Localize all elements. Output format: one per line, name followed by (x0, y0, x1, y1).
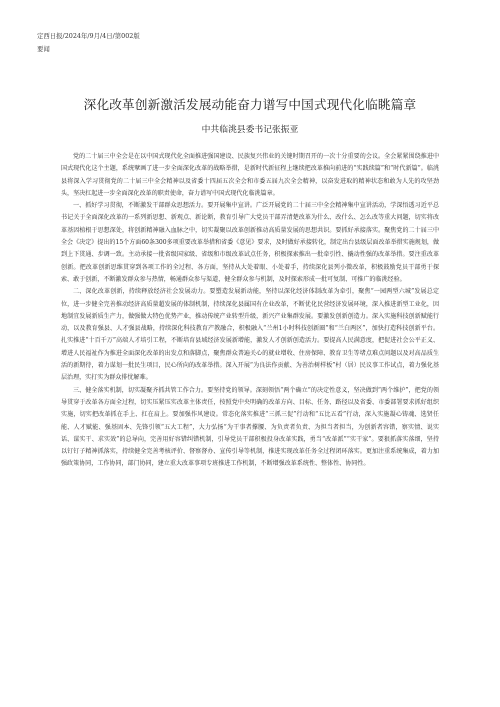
section-label: 要闻 (37, 44, 50, 53)
paragraph-section-3: 三、健全落实机制，切实凝聚齐抓共管工作合力。要坚持党的领导。深刻领悟“两个确立”的决定性意义，坚决做到“两个维护”，把党的领导贯穿于改革各方面全过程，切实压紧压实改革主体责任，按照党中央明确的改革方向、目标、任务、路径以及省委、市委部署要求抓好组织实施，切实把改革抓在手上、扛在肩上。要加强作风建设。常态化落实推进“三抓三促”行动和“五比五看”行动，深入实施凝心铸魂、选贤任能、人才赋能、强基固本、先锋引领“五大工程”，大力弘扬“为干事者撑腰、为负责者负责、为担当者担当，为创新者容错，察实情、说实话、谋实干、求实效”的总导向，完善用好容错纠错机制，引导党员干部积极投身改革实践，勇当“改革派”“实干家”。要狠抓落实落细，坚持以钉钉子精神抓落实，持续健全完善考核评价、督察督办、宣传引导等机制，推进实现改革任务全过程闭环落实。更加注重系统集成，着力加强政策协同，工作协同，部门协同，建立重大改革事项专班推进工作机制，不断增强改革系统性、整体性、协同性。 (61, 386, 439, 468)
page-meta (37, 30, 140, 55)
paragraph-section-2: 二、深化改革创新，持续释放经济社会发展动力。要塑造发展新动能，坚持以深化经济体制改革为牵引，聚焦“一园两型六城”发展总定位，进一步健全完善推动经济高质量超发展的体制机制，持续深化县属国有企业改革，不断优化民营经济发展环境，深入推进新型工业化，因地制宜发展新质生产力，做强做大特色优势产业，推动传统产业转型升级，新兴产业集群发展。要激发创新创造力。深入实施科技创新赋能行动，以及教育强县、人才强县战略，持续深化科技教育产教融合，积极融入“兰州1小时科技创新圈”和“兰白两区”，加快打造科技创新平台。扎实推进“十百千万”高端人才培引工程，不断培育县域经济发展新增能，激发人才创新创造活力。要提高人民满意度，把促进社会公平正义、增进人民福祉作为推进全面深化改革的出发点和落脚点，聚焦群众普遍关心的就业增收、住房保障、教育卫生等堵点难点问题以及对高品质生活的新期待，着力谋划一批民生项目，民心所向的改革举措。深入开展“为良法作贡献、为善治树样板”村（居）民议事工作试点，着力强化基层治理，实打实为群众排忧解难。 (61, 288, 439, 382)
article-title: 深化改革创新激活发展动能奋力谱写中国式现代化临眺篇章 (83, 97, 417, 112)
date-line: 定西日报/2024年/9月/4日/第002版 (37, 32, 140, 40)
article-body (61, 151, 439, 471)
paragraph-section-1: 一、抓好学习贯彻，不断激发干部群众思想活力。要开展集中宣讲。广泛开展党的二十届三中全会精神集中宣讲活动，学深悟透习近平总书记关于全面深化改革的一系列新思想、新观点、新论断，教育引导广大党员干部弄清楚改革为什么、改什么、怎么改等重大问题，切实将改革基因植根于思想深处，将创新精神融入血脉之中，切实凝聚以改革创新推动高质量发展的思想共识。要抓好承接落实。聚焦党的二十届三中全会《决定》提出的15个方面60条300多项重要改革举措和省委《意见》要求，及时做好承接转化，制定出台县级层面改革举措实施规划，做到上下贯通、步调一致。主动承接一批省级国家级、省级和市级改革试点任务，积极探索推出一批牵引性、撬动性强的改革举措。要注重改革创新。把改革创新思维贯穿到各项工作的全过程、各方面，坚持从大处着眼、小处着手，持续深化县列小微改革，积极鼓励党员干部勇于探索、敢于创新，不断激发群众参与热情，畅通群众参与渠道，健全群众参与机制，及时探索形成一批可复制、可推广的临洮经验。 (61, 202, 439, 283)
article-author: 中共临洮县委书记张振亚 (201, 125, 299, 135)
paragraph-intro: 党的二十届三中全会是在以中国式现代化全面推进强国建设、民族复兴伟业的关键时期召开的一次十分重要的会议。全会紧紧围绕推进中国式现代化这个主题，系统擘画了进一步全面深化改革的战略举措，是新时代新征程上继续把改革推向前进的“实践续篇”和“时代新篇”。临洮县将深入学习贯彻党的二十届三中全会精神以及省委十四届五次全会和市委五届九次全会精神，以奋发进取的精神状态和敢为人先的攻坚劲头，坚决扛起进一步全面深化改革的职责使命，奋力谱写中国式现代化临洮篇章。 (61, 153, 439, 197)
